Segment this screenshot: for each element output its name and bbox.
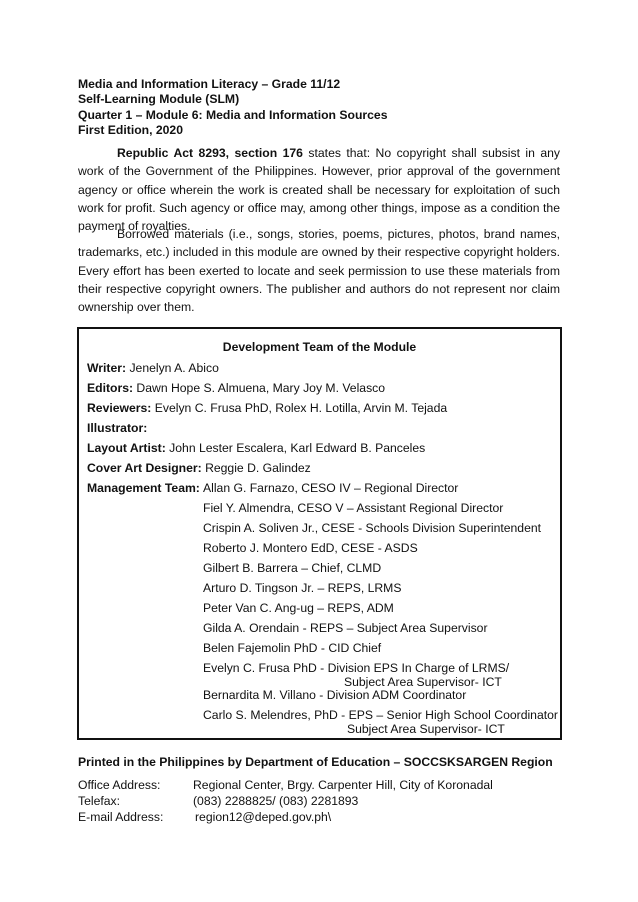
module-header bbox=[78, 77, 387, 139]
management-member: Fiel Y. Almendra, CESO V – Assistant Regional Director bbox=[203, 501, 504, 515]
header-module: Quarter 1 – Module 6: Media and Information Sources bbox=[78, 107, 388, 122]
act-text: states that: No copyright shall subsist in any work of the Government of the Philippines. However, prior approval of the government agency or office wherein the work is created shall be necessary for exploitation of such work for profit. Such agency or office may, among other things, impose as a condition the payment of royalties. bbox=[78, 146, 560, 234]
management-member: Arturo D. Tingson Jr. – REPS, LRMS bbox=[203, 581, 402, 595]
telefax-label: Telefax: bbox=[78, 794, 121, 808]
management-member-role: Subject Area Supervisor- ICT bbox=[347, 722, 505, 736]
editors-label: Editors: bbox=[87, 381, 134, 395]
cover-art-row bbox=[87, 461, 311, 475]
office-address-row bbox=[78, 778, 493, 792]
office-address-label: Office Address: bbox=[78, 778, 161, 792]
management-member: Evelyn C. Frusa PhD - Division EPS In Charge of LRMS/ bbox=[203, 661, 510, 675]
development-team-box bbox=[77, 327, 562, 740]
management-member: Belen Fajemolin PhD - CID Chief bbox=[203, 641, 382, 655]
management-member: Roberto J. Montero EdD, CESE - ASDS bbox=[203, 541, 418, 555]
telefax-row bbox=[78, 794, 358, 808]
header-title: Media and Information Literacy – Grade 11/12 bbox=[78, 77, 341, 91]
management-label: Management Team: bbox=[87, 481, 200, 495]
writer-row bbox=[87, 361, 219, 375]
act-reference: Republic Act 8293, section 176 bbox=[117, 146, 303, 160]
team-title: Development Team of the Module bbox=[222, 340, 417, 354]
cover-art-label: Cover Art Designer: bbox=[87, 461, 202, 475]
management-member: Peter Van C. Ang-ug – REPS, ADM bbox=[203, 601, 394, 615]
layout-artist-value: John Lester Escalera, Karl Edward B. Panceles bbox=[165, 441, 426, 455]
management-member: Gilbert B. Barrera – Chief, CLMD bbox=[203, 561, 382, 575]
management-member: Gilda A. Orendain - REPS – Subject Area Supervisor bbox=[203, 621, 488, 635]
reviewers-row bbox=[87, 401, 447, 415]
email-label: E-mail Address: bbox=[78, 810, 164, 824]
management-member: Bernardita M. Villano - Division ADM Coordinator bbox=[203, 688, 467, 702]
writer-value: Jenelyn A. Abico bbox=[126, 361, 219, 375]
management-member: Allan G. Farnazo, CESO IV – Regional Director bbox=[203, 481, 459, 495]
telefax-value: (083) 2288825/ (083) 2281893 bbox=[193, 794, 359, 808]
management-row bbox=[87, 481, 200, 495]
copyright-paragraph bbox=[78, 144, 560, 235]
management-member: Carlo S. Melendres, PhD - EPS – Senior High School Coordinator bbox=[203, 708, 558, 722]
writer-label: Writer: bbox=[87, 361, 127, 375]
reviewers-value: Evelyn C. Frusa PhD, Rolex H. Lotilla, Arvin M. Tejada bbox=[151, 401, 448, 415]
header-subtitle: Self-Learning Module (SLM) bbox=[78, 92, 240, 107]
email-row bbox=[78, 810, 331, 824]
borrowed-materials-paragraph bbox=[78, 225, 560, 316]
management-member: Crispin A. Soliven Jr., CESE - Schools Division Superintendent bbox=[203, 521, 542, 535]
layout-artist-label: Layout Artist: bbox=[87, 441, 166, 455]
illustrator-label: Illustrator: bbox=[87, 421, 148, 435]
cover-art-value: Reggie D. Galindez bbox=[201, 461, 311, 475]
office-address-value: Regional Center, Brgy. Carpenter Hill, City of Koronadal bbox=[193, 778, 493, 792]
borrowed-text: Borrowed materials (i.e., songs, stories, poems, pictures, photos, brand names, trademarks, etc.) included in this module are owned by their respective copyright holders. Every effort has been exerted to locate and seek permission to use these materials from their respective copyright owners. The publisher and authors do not represent nor claim ownership over them. bbox=[78, 227, 560, 315]
printed-by-line: Printed in the Philippines by Department of Education – SOCCSKSARGEN Region bbox=[78, 755, 553, 769]
reviewers-label: Reviewers: bbox=[87, 401, 152, 415]
illustrator-row bbox=[87, 421, 147, 435]
email-value: region12@deped.gov.ph\ bbox=[195, 810, 332, 824]
editors-row bbox=[87, 381, 385, 395]
header-edition: First Edition, 2020 bbox=[78, 123, 183, 138]
layout-artist-row bbox=[87, 441, 425, 455]
management-member-role: Subject Area Supervisor- ICT bbox=[344, 675, 502, 689]
editors-value: Dawn Hope S. Almuena, Mary Joy M. Velasco bbox=[133, 381, 386, 395]
